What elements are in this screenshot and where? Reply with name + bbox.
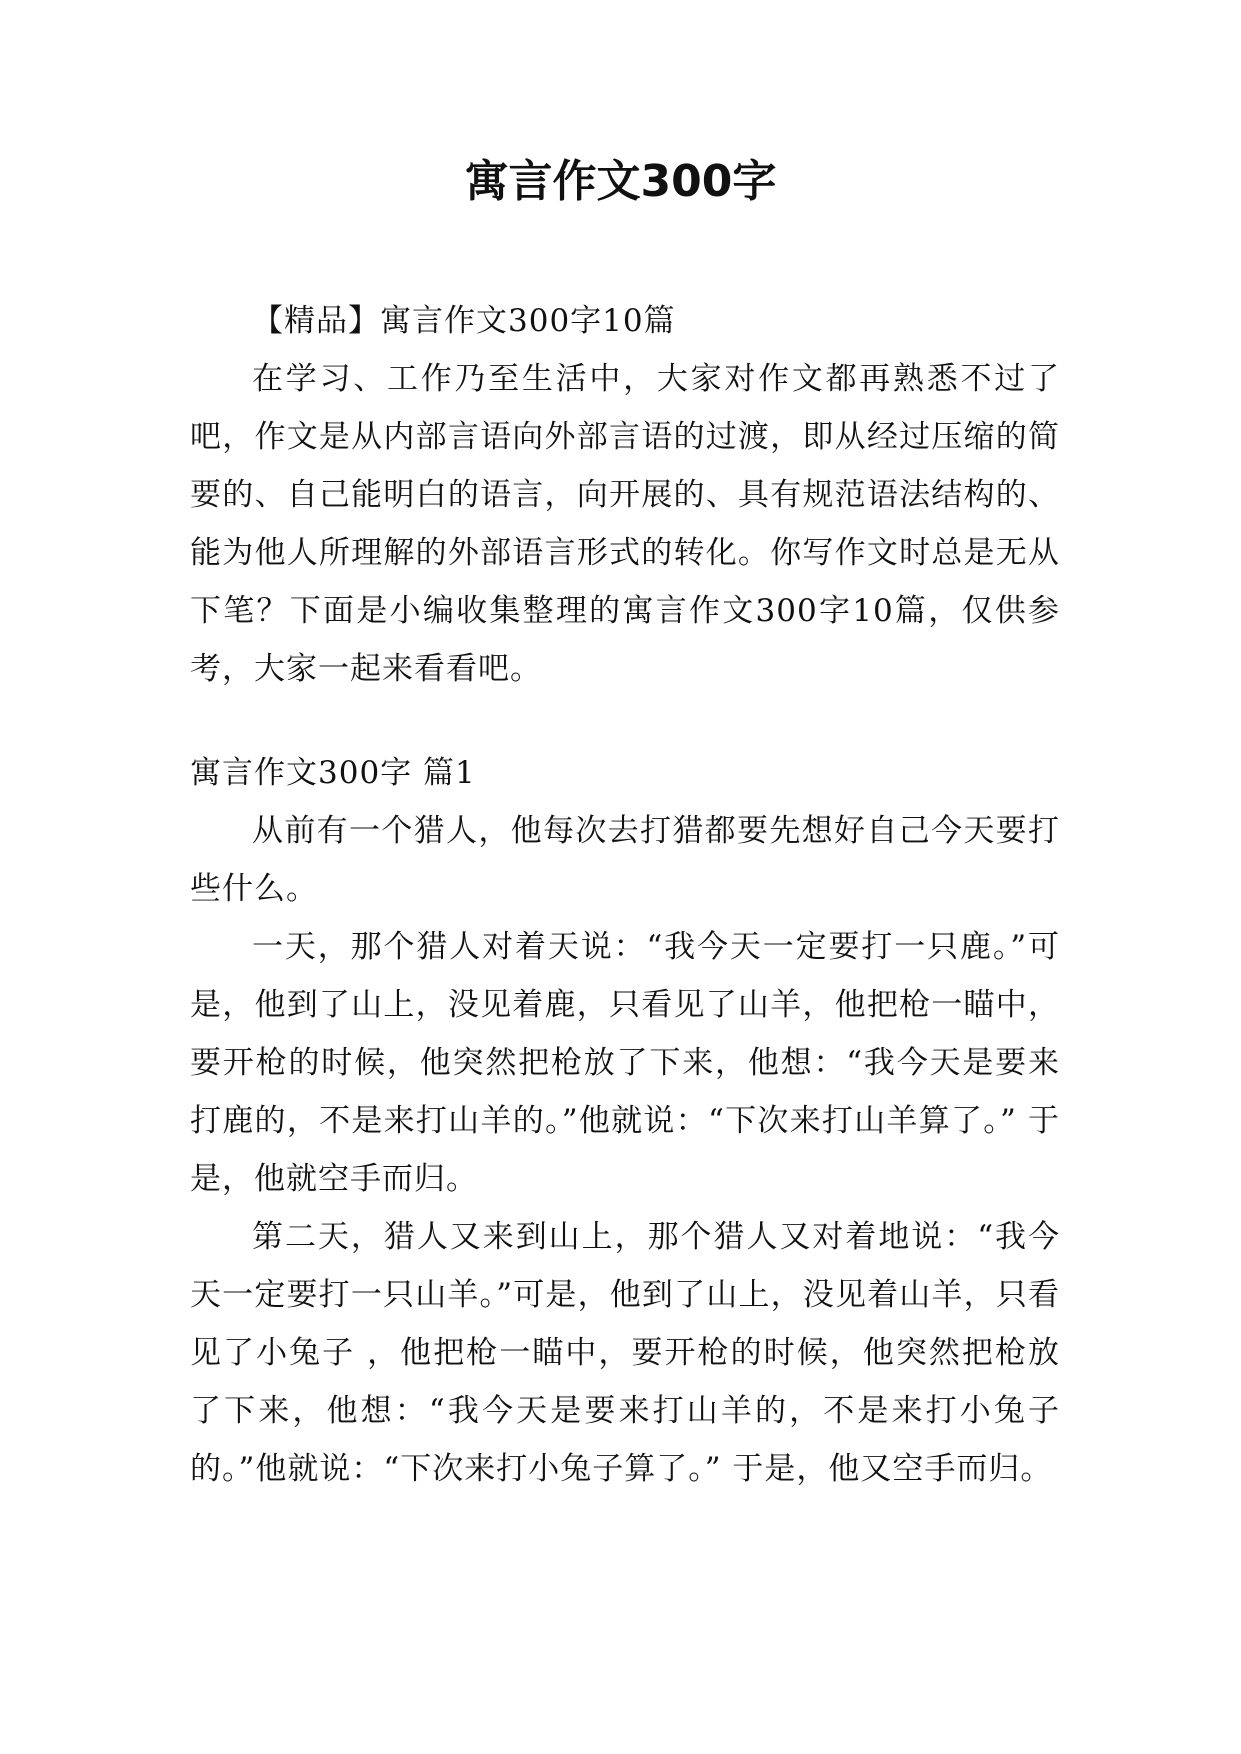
document-body <box>190 292 1060 1498</box>
story-paragraph: 从前有一个猎人，他每次去打猎都要先想好自己今天要打些什么。 <box>190 813 1060 907</box>
story-paragraph: 第二天，猎人又来到山上，那个猎人又对着地说：“我今天一定要打一只山羊。”可是，他到了山上，没见着山羊，只看见了小兔子 ，他把枪一瞄中，要开枪的时候，他突然把枪放了下来，他想：“我今天是要来打山羊的，不是来打小兔子的。”他就说：“下次来打小兔子算了。” 于是，他又空手而归。 <box>190 1219 1060 1487</box>
intro-paragraph: 在学习、工作乃至生活中，大家对作文都再熟悉不过了吧，作文是从内部言语向外部言语的过渡，即从经过压缩的简要的、自己能明白的语言，向开展的、具有规范语法结构的、能为他人所理解的外部语言形式的转化。你写作文时总是无从下笔？下面是小编收集整理的寓言作文300字10篇，仅供参考，大家一起来看看吧。 <box>190 361 1060 687</box>
section-heading: 寓言作文300字 篇1 <box>190 755 476 791</box>
story-paragraph: 一天，那个猎人对着天说：“我今天一定要打一只鹿。”可是，他到了山上，没见着鹿，只看见了山羊，他把枪一瞄中，要开枪的时候，他突然把枪放了下来，他想：“我今天是要来打鹿的，不是来打山羊的。”他就说：“下次来打山羊算了。” 于是，他就空手而归。 <box>190 929 1060 1197</box>
document-title: 寓言作文300字 <box>464 156 777 207</box>
intro-subtitle: 【精品】寓言作文300字10篇 <box>252 303 676 339</box>
